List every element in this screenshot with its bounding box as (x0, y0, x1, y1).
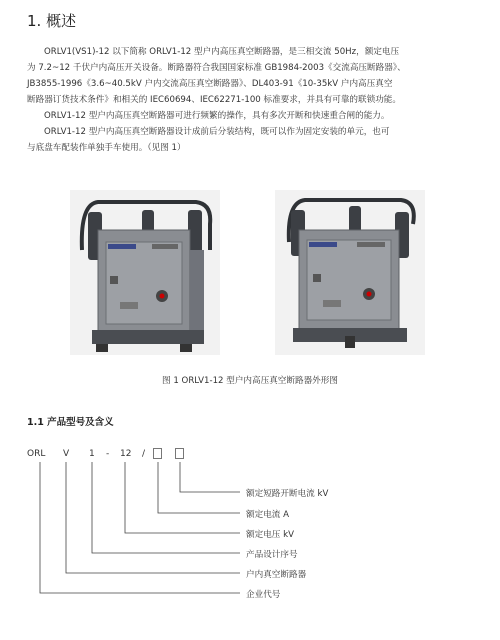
legend-rated-voltage: 额定电压 kV (246, 530, 294, 540)
paragraph-line: ORLV1-12 型户内高压真空断路器设计成前后分装结构，既可以作为固定安装的单元，也可 (44, 127, 390, 137)
paragraph-line: 断路器订货技术条件》和相关的 IEC60694、IEC62271-100 标准要求，并具有可靠的联锁功能。 (27, 95, 401, 105)
code-part-slash: / (142, 449, 146, 459)
paragraph-line: ORLV1-12 型户内高压真空断路器可进行频繁的操作，具有多次开断和快速重合闸的能力。 (44, 111, 390, 121)
code-part-company: ORL (27, 449, 46, 459)
legend-indoor-vacuum-breaker: 户内真空断路器 (246, 570, 307, 580)
paragraph-line: JB3855-1996《3.6~40.5kV 户内交流高压真空断路器》、DL403-91《10-35kV 户内高压真空 (27, 79, 393, 89)
legend-rated-current: 额定电流 A (246, 510, 289, 520)
code-part-series: 1 (89, 449, 95, 459)
code-part-voltage: 12 (120, 449, 132, 459)
code-part-dash: - (106, 449, 110, 459)
figure-caption: 图 1 ORLV1-12 型户内高压真空断路器外形图 (162, 376, 338, 386)
code-part-vacuum: V (63, 449, 70, 459)
paragraph-line: ORLV1(VS1)-12 以下简称 ORLV1-12 型户内高压真空断路器，是三相交流 50Hz，额定电压 (44, 47, 400, 57)
paragraph-line: 为 7.2~12 千伏户内高压开关设备。断路器符合我国国家标准 GB1984-2003《交流高压断路器》、 (27, 63, 406, 73)
legend-breaking-current: 额定短路开断电流 kV (246, 489, 329, 499)
legend-design-serial: 产品设计序号 (246, 550, 298, 560)
model-section-heading: 1.1 产品型号及含义 (27, 417, 114, 428)
paragraph-line: 与底盘车配装作单独手车使用。（见图 1） (27, 143, 186, 153)
section-heading: 1. 概述 (27, 12, 77, 30)
legend-company-code: 企业代号 (246, 590, 281, 600)
